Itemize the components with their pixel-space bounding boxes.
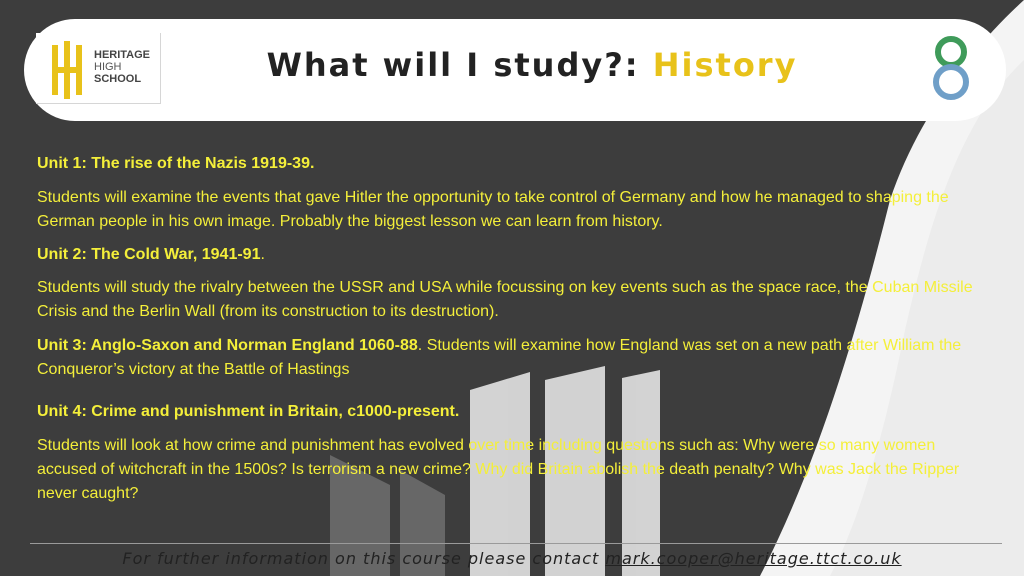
page-title-subject: History — [652, 46, 798, 84]
unit-3-heading: Unit 3: Anglo-Saxon and Norman England 1060-88 — [37, 337, 418, 354]
footer-contact — [0, 549, 1024, 568]
logo-line-3: SCHOOL — [94, 73, 142, 85]
unit-2-body: Students will study the rivalry between the USSR and USA while focussing on key events such as the space race, the Cuban Missile Crisis and the Berlin Wall (from its construction to its destruction). — [37, 279, 973, 320]
page-title — [0, 46, 1024, 84]
eight-trust-logo-icon — [926, 33, 976, 103]
unit-3-paragraph — [37, 334, 987, 382]
footer-text: For further information on this course please contact — [122, 549, 606, 568]
unit-2-heading: Unit 2: The Cold War, 1941-91 — [37, 246, 261, 263]
unit-4-heading: Unit 4: Crime and punishment in Britain, c1000-present. — [37, 403, 460, 420]
unit-2-heading-line — [37, 243, 987, 267]
units-content — [37, 150, 987, 506]
logo-line-1: HERITAGE — [94, 49, 151, 61]
unit-1-body: Students will examine the events that gave Hitler the opportunity to take control of Germany and how he managed to shaping the German people in his own image. Probably the biggest lesson we can learn from history. — [37, 189, 949, 230]
logo-line-2: HIGH — [94, 61, 122, 73]
unit-2-heading-suffix: . — [260, 246, 265, 263]
contact-email-link[interactable]: mark.cooper@heritage.ttct.co.uk — [605, 549, 902, 568]
unit-1-heading: Unit 1: The rise of the Nazis 1919-39. — [37, 155, 315, 172]
unit-4-body: Students will look at how crime and punishment has evolved over time including questions such as: Why were so many women accused of witchcraft in the 1500s? Is terrorism a new crime? Why did Britain abolish the death penalty? Why was Jack the Ripper never caught? — [37, 437, 960, 502]
footer-divider — [30, 543, 1002, 544]
unit-3-body: . Students will examine how England was set on a new path after William the Conqueror’s victory at the Battle of Hastings — [37, 337, 962, 378]
page-title-main: What will I study?: — [266, 46, 653, 84]
